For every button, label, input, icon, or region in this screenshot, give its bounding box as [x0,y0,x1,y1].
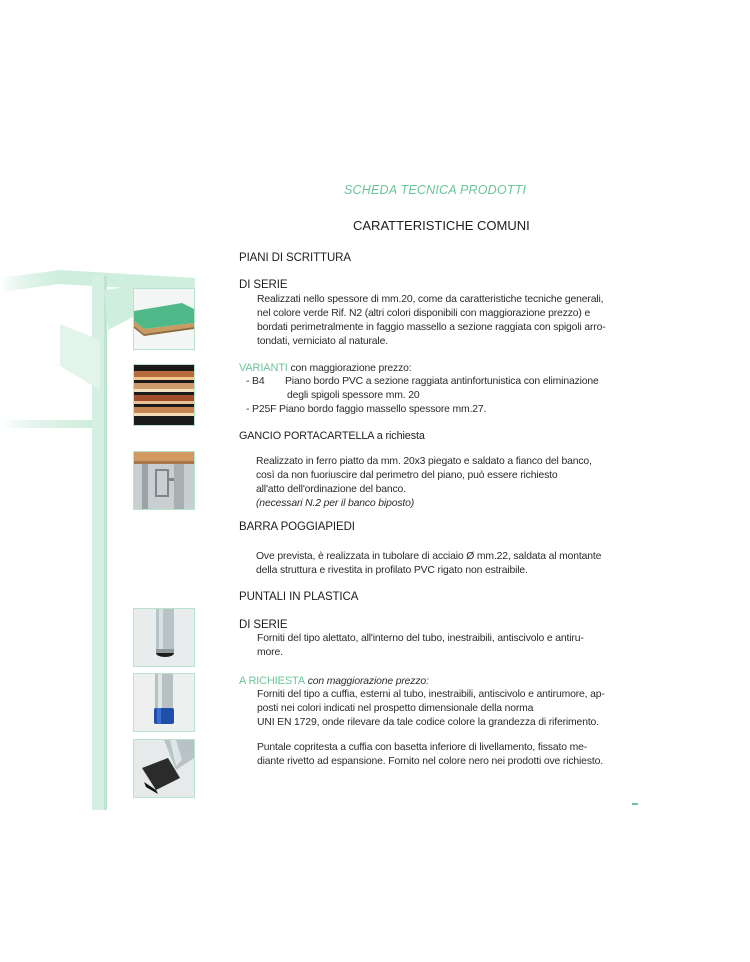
variante-p25f [246,403,626,417]
bag-hook-image [133,451,195,510]
text-line: Realizzato in ferro piatto da mm. 20x3 piegato e saldato a fianco del banco, [256,456,592,467]
puntali-heading: PUNTALI IN PLASTICA [239,591,359,603]
piani-heading: PIANI DI SCRITTURA [239,252,351,264]
puntali-richiesta-text [257,688,627,730]
text-line: tondati, verniciato al naturale. [257,336,388,347]
green-desktop-board-image [133,288,195,350]
text-line: Forniti del tipo alettato, all'interno del tubo, inestraibili, antiscivolo e antiru- [257,633,584,644]
text-line: così da non fuoriuscire dal perimetro del piano, può essere richiesto [256,470,558,481]
page-marker [632,803,638,805]
varianti-label: VARIANTI [239,362,288,374]
gancio-heading: GANCIO PORTACARTELLA a richiesta [239,430,425,442]
section-title: SCHEDA TECNICA PRODOTTI [344,183,527,197]
variante-code: - P25F [246,404,277,415]
barra-text [256,550,626,578]
puntali-copritesta-text [257,741,627,769]
barra-heading: BARRA POGGIAPIEDI [239,521,355,533]
variante-continuation: degli spigoli spessore mm. 20 [287,390,420,401]
varianti-title [239,361,411,376]
piani-di-serie-label: DI SERIE [239,279,288,291]
text-line: della struttura e rivestita in profilato PVC rigato non estraibile. [256,565,528,576]
text-line: posti nei colori indicati nel prospetto dimensionale della norma [257,703,534,714]
variante-text: Piano bordo PVC a sezione raggiata antinfortunistica con eliminazione [285,376,599,387]
text-line: Ove prevista, è realizzata in tubolare di acciaio Ø mm.22, saldata al montante [256,551,602,562]
text-line: Realizzati nello spessore di mm.20, come da caratteristiche tecniche generali, [257,294,604,305]
gancio-text [256,455,626,511]
text-line: more. [257,647,283,658]
page-subtitle: CARATTERISTICHE COMUNI [353,218,530,233]
variante-b4 [246,375,626,403]
text-line: nel colore verde Rif. N2 (altri colori disponibili con maggiorazione prezzo) e [257,308,591,319]
edge-profiles-image [133,364,195,426]
blue-cap-tip-image [133,673,195,732]
gancio-note: (necessari N.2 per il banco biposto) [256,498,415,509]
variante-code: - B4 [246,376,265,387]
black-cap-tip-image [133,739,195,798]
text-line: diante rivetto ad espansione. Fornito nel colore nero nei prodotti ove richiesto. [257,756,603,767]
text-line: UNI EN 1729, onde rilevare da tale codice colore la grandezza di riferimento. [257,717,599,728]
puntali-richiesta-title [239,674,429,689]
text-line: Puntale copritesta a cuffia con basetta inferiore di livellamento, fissato me- [257,742,588,753]
piani-di-serie-text [257,293,627,349]
varianti-suffix: con maggiorazione prezzo: [290,363,412,374]
variante-text: Piano bordo faggio massello spessore mm.27. [279,404,487,415]
text-line: bordati perimetralmente in faggio massello a sezione raggiata con spigoli arro- [257,322,606,333]
tube-tip-image [133,608,195,667]
puntali-di-serie-label: DI SERIE [239,619,288,631]
puntali-di-serie-text [257,632,627,660]
richiesta-label: A RICHIESTA [239,675,305,687]
text-line: Forniti del tipo a cuffia, esterni al tubo, inestraibili, antiscivolo e antirumore, ap- [257,689,605,700]
richiesta-suffix: con maggiorazione prezzo: [307,676,429,687]
text-line: all'atto dell'ordinazione del banco. [256,484,406,495]
